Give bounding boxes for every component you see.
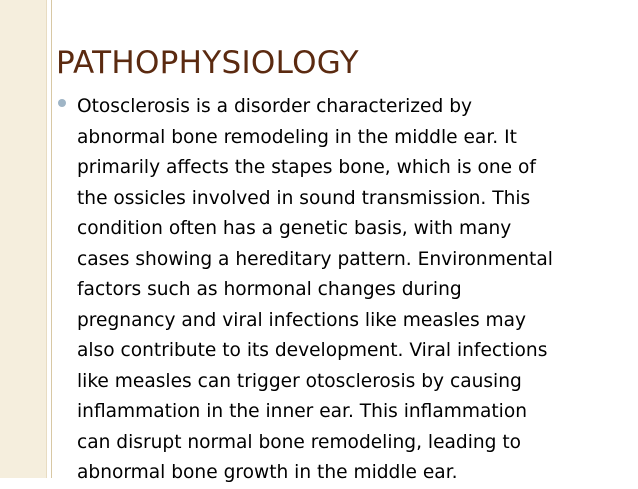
bullet-line: factors such as hormonal changes during [77, 279, 462, 300]
left-decorative-band [0, 0, 46, 478]
left-border-rule-inner [51, 0, 52, 478]
bullet-line: abnormal bone remodeling in the middle ear. It [77, 126, 517, 148]
slide-title: PATHOPHYSIOLOGY [56, 45, 359, 81]
bullet-line: abnormal bone growth in the middle ear. [77, 462, 458, 483]
bullet-line: like measles can trigger otosclerosis by causing [77, 370, 522, 392]
bullet-list [58, 92, 553, 489]
bullet-line: condition often has a genetic basis, with many [77, 218, 512, 239]
bullet-line: Otosclerosis is a disorder characterized by [77, 96, 473, 117]
bullet-dot-icon [58, 99, 66, 107]
bullet-item [58, 92, 553, 489]
left-border-rule-outer [46, 0, 47, 478]
bullet-line: pregnancy and viral infections like measles may [77, 309, 527, 331]
bullet-line: inflammation in the inner ear. This inflammation [77, 401, 528, 422]
bullet-line: the ossicles involved in sound transmission. This [77, 187, 531, 209]
bullet-text [77, 92, 553, 489]
bullet-line: can disrupt normal bone remodeling, leading to [77, 431, 522, 453]
bullet-line: primarily affects the stapes bone, which is one of [77, 157, 536, 178]
bullet-line: also contribute to its development. Viral infections [77, 340, 548, 361]
bullet-line: cases showing a hereditary pattern. Environmental [77, 248, 553, 270]
